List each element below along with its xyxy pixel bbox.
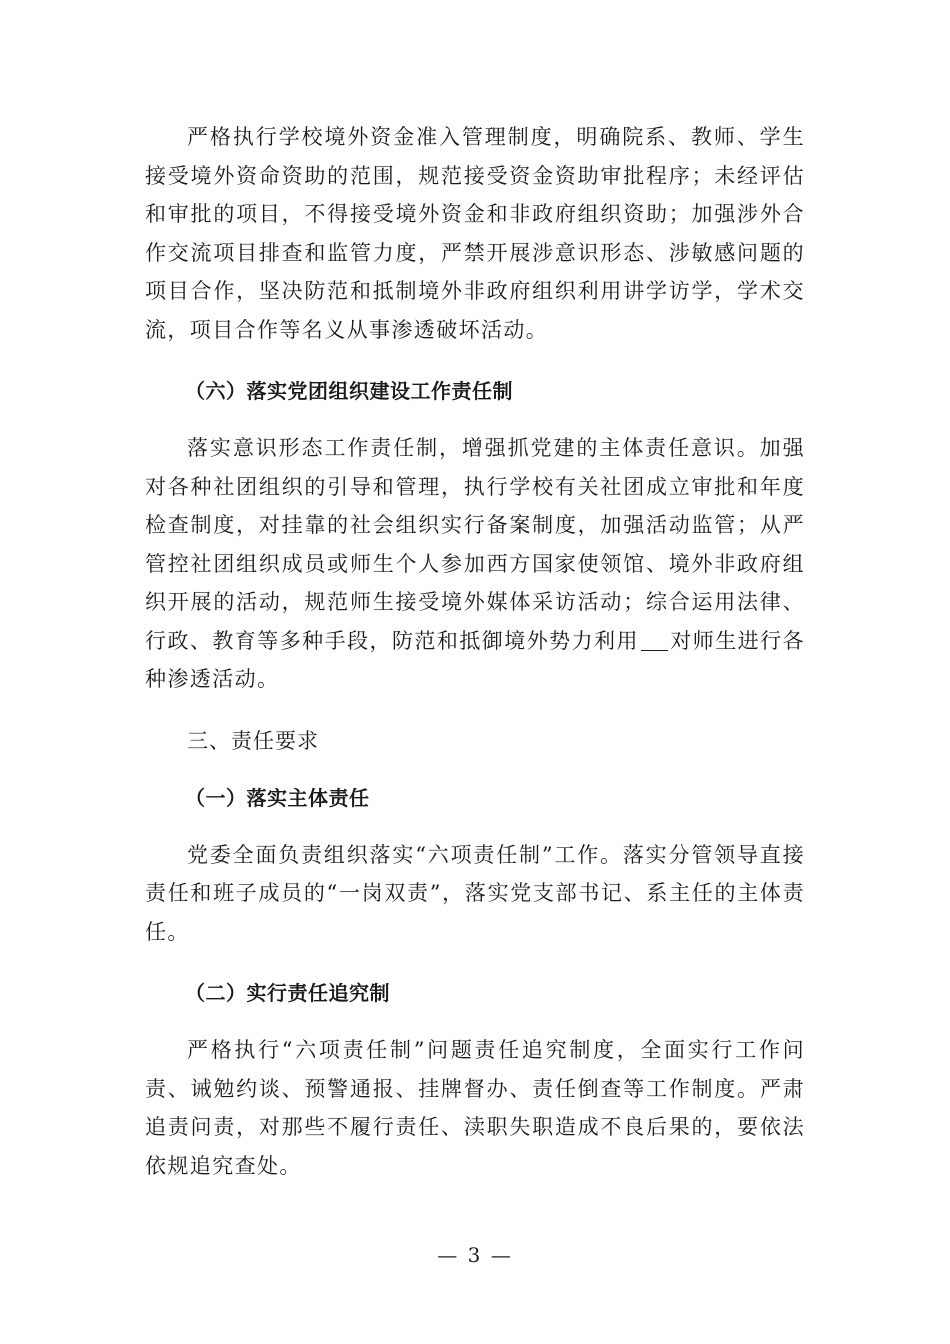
paragraph-party-organization-part1: 落实意识形态工作责任制，增强抓党建的主体责任意识。加强对各种社团组织的引导和管理，执行学校有关社团成立审批和年度检查制度，对挂靠的社会组织实行备案制度，加强活动监管；从严管控社团组织成员或师生个人参加西方国家使领馆、境外非政府组织开展的活动，规范师生接受境外媒体采访活动；综合运用法律、行政、教育等多种手段，防范和抵御境外势力利用 bbox=[145, 436, 805, 653]
section-heading-three: 三、责任要求 bbox=[187, 728, 319, 753]
subheading-six: （六）落实党团组织建设工作责任制 bbox=[185, 379, 513, 403]
paragraph-party-organization bbox=[145, 429, 805, 699]
page-number: — 3 — bbox=[437, 1243, 513, 1267]
paragraph-party-organization-part2: 对师生进行各种渗透活动。 bbox=[145, 628, 805, 691]
document-page bbox=[145, 118, 805, 1185]
paragraph-main-responsibility: 党委全面负责组织落实“六项责任制”工作。落实分管领导直接责任和班子成员的“一岗双责”，落实党支部书记、系主任的主体责任。 bbox=[145, 842, 805, 944]
subheading-two: （二）实行责任追究制 bbox=[185, 981, 390, 1005]
paragraph-accountability: 严格执行“六项责任制”问题责任追究制度，全面实行工作问责、诫勉约谈、预警通报、挂牌督办、责任倒查等工作制度。严肃追责问责，对那些不履行责任、渎职失职造成不良后果的，要依法依规追究查处。 bbox=[145, 1038, 805, 1178]
subheading-one: （一）落实主体责任 bbox=[185, 785, 370, 810]
paragraph-foreign-funds: 严格执行学校境外资金准入管理制度，明确院系、教师、学生接受境外资命资助的范围，规范接受资金资助审批程序；未经评估和审批的项目，不得接受境外资金和非政府组织资助；加强涉外合作交流项目排查和监管力度，严禁开展涉意识形态、涉敏感问题的项目合作，坚决防范和抵制境外非政府组织利用讲学访学，学术交流，项目合作等名义从事渗透破坏活动。 bbox=[145, 125, 805, 342]
blank-underline bbox=[641, 629, 668, 651]
